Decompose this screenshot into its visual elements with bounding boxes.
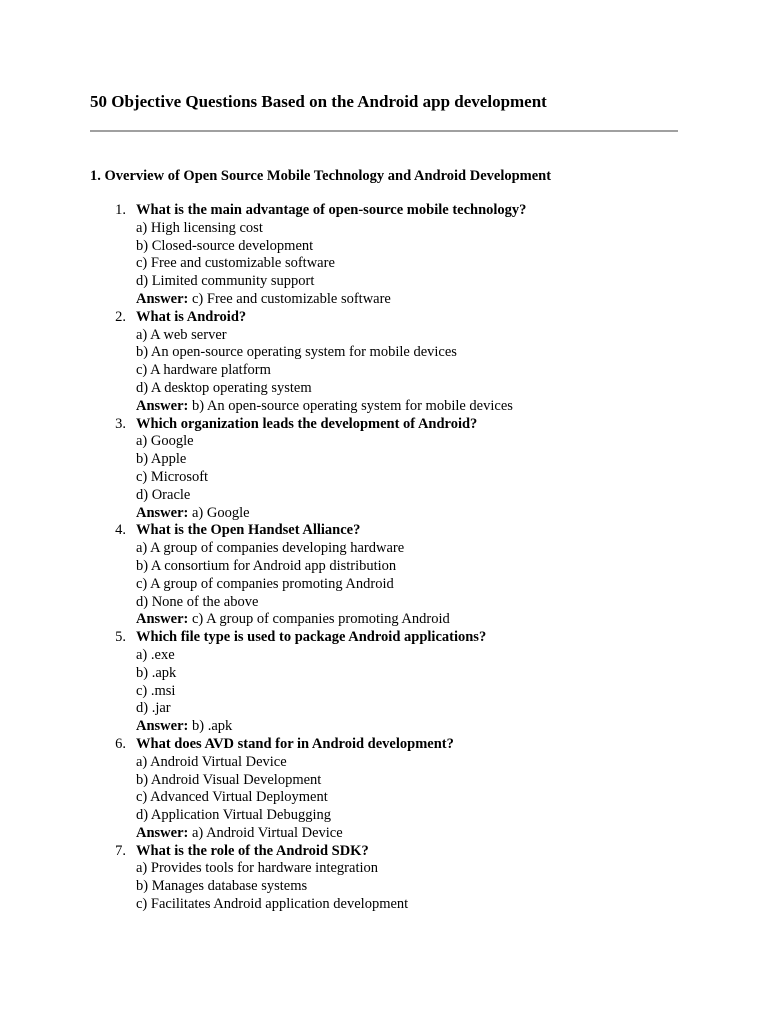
question-text: What does AVD stand for in Android development? [136, 735, 454, 752]
answer-option: a) Android Virtual Device [136, 753, 287, 770]
question-list [0, 202, 768, 914]
answer-option: b) Manages database systems [136, 878, 308, 895]
question-number: 3. [115, 415, 126, 432]
question-number: 5. [115, 629, 126, 646]
question-text: What is the main advantage of open-source mobile technology? [136, 202, 527, 218]
document-title: 50 Objective Questions Based on the Android app development [90, 92, 547, 111]
answer-line [136, 718, 768, 736]
answer-option: c) .msi [136, 682, 176, 699]
answer-option: b) An open-source operating system for mobile devices [136, 344, 457, 361]
question-number: 1. [115, 202, 126, 218]
question-number: 7. [115, 842, 126, 859]
question-item [0, 736, 768, 843]
answer-label: Answer: [136, 397, 189, 414]
question-text: Which organization leads the development of Android? [136, 415, 478, 432]
answer-option: c) A group of companies promoting Android [136, 575, 394, 592]
answer-option: d) Limited community support [136, 273, 315, 290]
question-text: Which file type is used to package Android applications? [136, 629, 487, 646]
question-item [0, 629, 768, 736]
question-number: 2. [115, 308, 126, 325]
answer-option: b) Closed-source development [136, 237, 314, 254]
answer-label: Answer: [136, 611, 189, 628]
answer-option: b) A consortium for Android app distribution [136, 557, 397, 574]
answer-option: d) A desktop operating system [136, 379, 312, 396]
answer-value: c) A group of companies promoting Android [191, 611, 450, 628]
answer-option: c) Facilitates Android application development [136, 896, 409, 913]
answer-option: c) A hardware platform [136, 362, 271, 379]
title-divider [90, 130, 678, 132]
answer-option: d) Oracle [136, 486, 191, 503]
question-item [0, 202, 768, 309]
answer-option: d) None of the above [136, 593, 259, 610]
answer-line [136, 291, 768, 309]
answer-value: b) .apk [191, 718, 233, 735]
answer-option: d) Application Virtual Debugging [136, 807, 331, 824]
answer-option: b) Apple [136, 451, 187, 468]
answer-label: Answer: [136, 824, 189, 841]
question-number: 4. [115, 522, 126, 539]
answer-option: d) .jar [136, 700, 171, 717]
answer-option: c) Advanced Virtual Deployment [136, 789, 328, 806]
answer-option: b) .apk [136, 664, 177, 681]
answer-option: a) A web server [136, 326, 227, 343]
answer-line [136, 505, 768, 523]
answer-option: a) .exe [136, 646, 175, 663]
answer-value: a) Android Virtual Device [191, 824, 343, 841]
question-item [0, 416, 768, 523]
answer-option: c) Free and customizable software [136, 255, 335, 272]
answer-value: a) Google [191, 504, 250, 521]
answer-value: c) Free and customizable software [191, 290, 391, 307]
question-item [0, 522, 768, 629]
answer-option: a) High licensing cost [136, 219, 263, 236]
question-item [0, 843, 768, 914]
question-text: What is the Open Handset Alliance? [136, 522, 361, 539]
question-number: 6. [115, 735, 126, 752]
answer-value: b) An open-source operating system for mobile devices [191, 397, 513, 414]
question-item [0, 309, 768, 416]
answer-label: Answer: [136, 718, 189, 735]
answer-line [136, 825, 768, 843]
answer-option: b) Android Visual Development [136, 771, 322, 788]
answer-label: Answer: [136, 290, 189, 307]
question-text: What is the role of the Android SDK? [136, 842, 369, 859]
section-heading: 1. Overview of Open Source Mobile Technology and Android Development [90, 168, 552, 184]
answer-option: a) Google [136, 433, 194, 450]
answer-label: Answer: [136, 504, 189, 521]
answer-line [136, 611, 768, 629]
answer-option: a) Provides tools for hardware integration [136, 860, 378, 877]
answer-option: c) Microsoft [136, 468, 209, 485]
question-text: What is Android? [136, 308, 247, 325]
answer-option: a) A group of companies developing hardware [136, 540, 405, 557]
answer-line [136, 398, 768, 416]
